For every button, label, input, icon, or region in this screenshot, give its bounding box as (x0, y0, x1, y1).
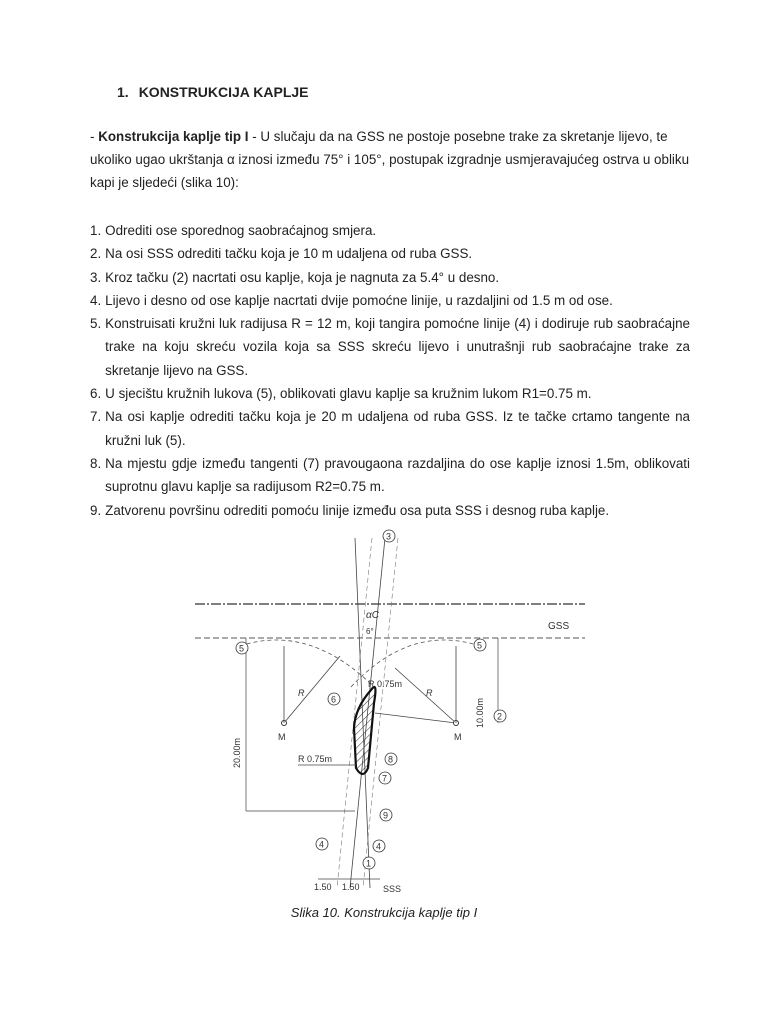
step-number: 6. (90, 386, 102, 402)
r-top-label: R 0.75m (368, 679, 403, 689)
svg-text:1: 1 (366, 858, 372, 869)
svg-text:7: 7 (382, 773, 388, 784)
step-number: 8. (90, 455, 102, 471)
figure-caption: Slika 10. Konstrukcija kaplje tip I (290, 905, 478, 920)
step-text: Na osi kaplje odrediti tačku koja je 20 m udaljena od ruba GSS. Iz te tačke crtamo tangente na kružni luk (5). (105, 409, 690, 448)
marker-4-right (373, 840, 385, 852)
step-text: Kroz tačku (2) nacrtati osu kaplje, koja je nagnuta za 5.4° u desno. (105, 269, 500, 285)
svg-text:5: 5 (477, 640, 483, 651)
step-text: Konstruisati kružni luk radijusa R = 12 m, koji tangira pomoćne linije (4) i dodiruje rub saobraćajne trake na koju skreću vozila koja sa SSS skreću lijevo i unutrašnji rub saobraćajne trake za skretanje lijevo na GSS. (105, 316, 690, 378)
list-item (90, 452, 690, 499)
steps-list (90, 219, 690, 522)
drop-construction-diagram (180, 528, 600, 900)
step-text: Lijevo i desno od ose kaplje nacrtati dvije pomoćne linije, u razdaljini od 1.5 m od ose. (105, 292, 613, 308)
svg-text:2: 2 (497, 711, 503, 722)
m-right-label: M (454, 732, 462, 742)
r-left-label: R (298, 688, 305, 698)
marker-2 (494, 710, 506, 722)
drop-island (354, 687, 375, 774)
m-left-label: M (278, 732, 286, 742)
svg-text:6: 6 (331, 694, 337, 705)
tangent-right (375, 713, 456, 723)
step-number: 3. (90, 269, 102, 285)
svg-text:3: 3 (386, 531, 392, 542)
svg-text:4: 4 (376, 841, 382, 852)
list-item (90, 312, 690, 382)
marker-4-left (316, 838, 328, 850)
arc-left (240, 640, 375, 688)
dim-20-label: 20.00m (232, 737, 242, 768)
construction-figure (180, 528, 600, 900)
step-number: 4. (90, 292, 102, 308)
dim-150b-label: 1.50 (342, 882, 360, 892)
intro-bold: Konstrukcija kaplje tip I (98, 129, 249, 144)
marker-3 (383, 530, 395, 542)
list-item (90, 266, 690, 289)
r-bottom-label: R 0.75m (298, 754, 333, 764)
marker-5-right (474, 639, 486, 651)
marker-1 (363, 857, 375, 869)
dim-150a-label: 1.50 (314, 882, 332, 892)
section-heading (117, 84, 309, 100)
step-number: 5. (90, 316, 102, 332)
svg-text:5: 5 (239, 643, 245, 654)
list-item (90, 382, 690, 405)
list-item (90, 219, 690, 242)
r-right-label: R (426, 688, 433, 698)
step-number: 7. (90, 409, 102, 425)
list-item (90, 499, 690, 522)
dim-10-label: 10.00m (475, 697, 485, 728)
step-number: 1. (90, 223, 102, 238)
list-item (90, 405, 690, 452)
intro-text: - U slučaju da na GSS ne postoje posebne trake za skretanje lijevo, te ukoliko ugao ukrštanja α iznosi između 75° i 105°, postupak izgradnje usmjeravajućeg ostrva u obliku kapi je sljedeći (slika 10): (90, 129, 690, 190)
step-text: Odrediti ose sporednog saobraćajnog smjera. (105, 223, 377, 238)
marker-6 (328, 693, 340, 705)
marker-5-left (236, 642, 248, 654)
radius-left (284, 656, 340, 723)
step-text: Na mjestu gdje između tangenti (7) pravougaona razdaljina do ose kaplje iznosi 1.5m, oblikovati suprotnu glavu kaplje sa radijusom R2=0.75 m. (105, 455, 690, 495)
sss-label: SSS (383, 884, 402, 894)
intro-paragraph (90, 125, 690, 194)
intro-prefix: - (90, 129, 99, 144)
svg-text:8: 8 (388, 754, 394, 765)
gss-label: GSS (548, 621, 570, 632)
marker-7 (379, 772, 391, 784)
section-number: 1. (117, 84, 129, 100)
step-text: U sjecištu kružnih lukova (5), oblikovati glavu kaplje sa kružnim lukom R1=0.75 m. (105, 386, 592, 402)
section-title: KONSTRUKCIJA KAPLJE (138, 84, 309, 100)
marker-8 (385, 753, 397, 765)
six-deg-label: 6° (366, 627, 374, 636)
list-item (90, 289, 690, 312)
svg-text:4: 4 (319, 839, 325, 850)
step-number: 9. (90, 502, 102, 518)
list-item (90, 242, 690, 265)
marker-9 (380, 809, 392, 821)
svg-text:9: 9 (383, 810, 389, 821)
step-text: Zatvorenu površinu odrediti pomoću linije između osa puta SSS i desnog ruba kaplje. (105, 502, 610, 518)
alpha-label: αC (366, 610, 379, 621)
step-text: Na osi SSS odrediti tačku koja je 10 m udaljena od ruba GSS. (105, 246, 473, 262)
step-number: 2. (90, 246, 102, 262)
